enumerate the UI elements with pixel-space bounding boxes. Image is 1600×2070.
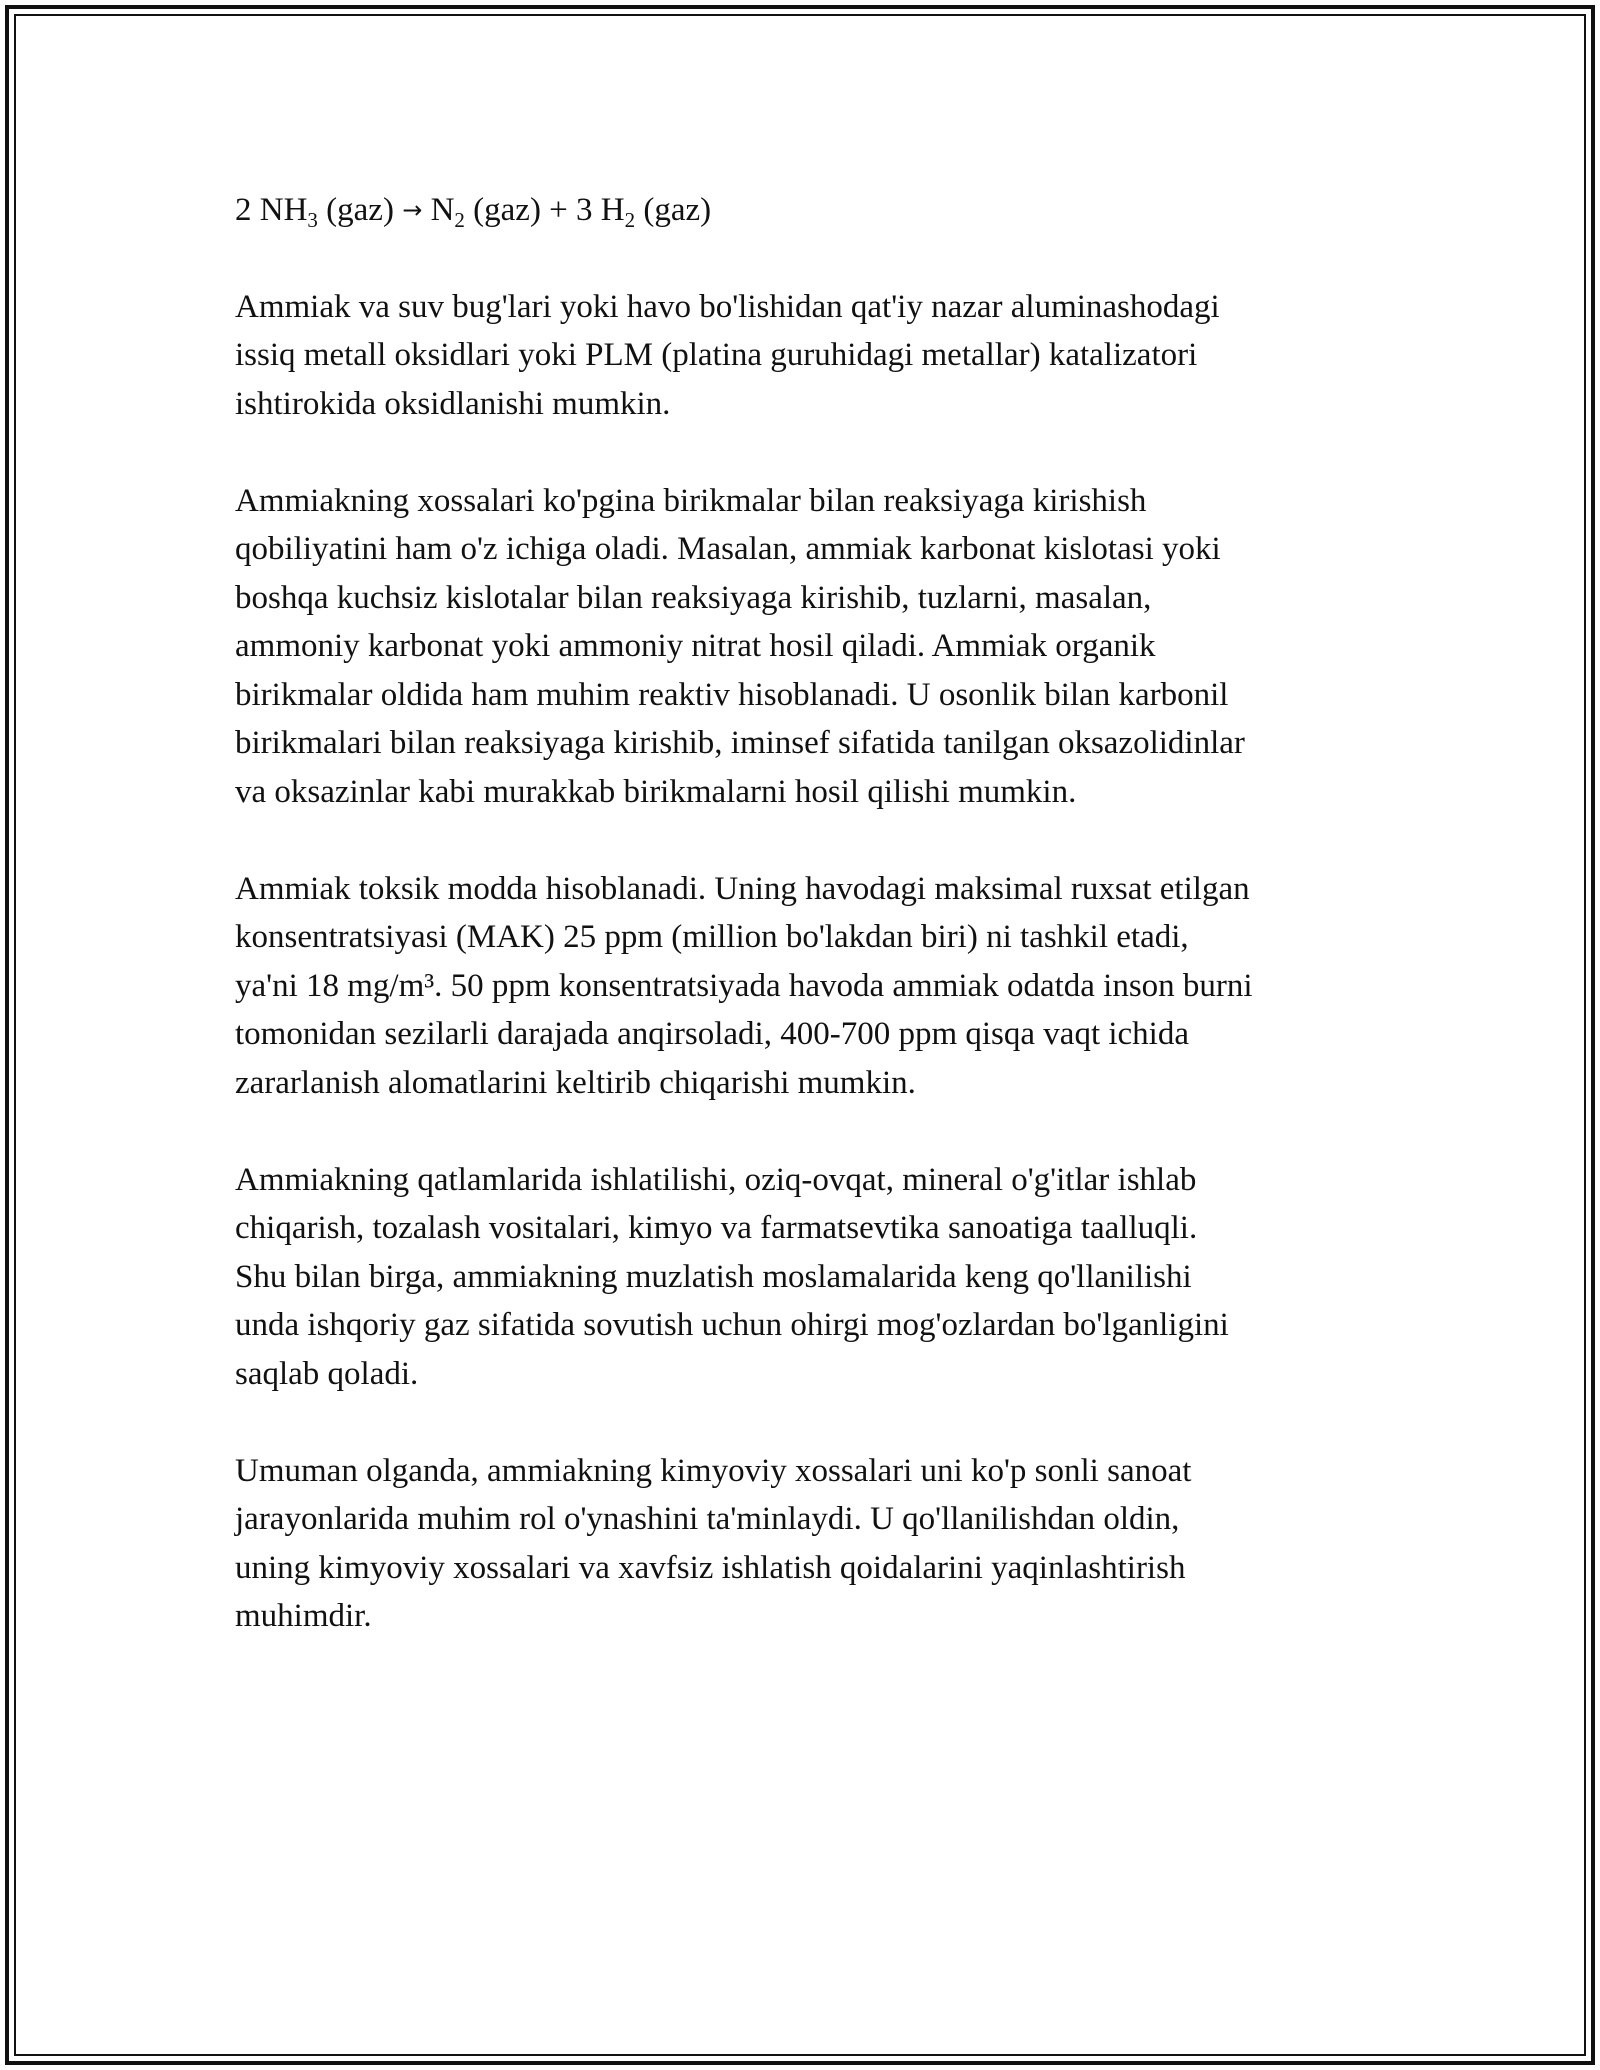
hydrogen-formula: $H_2$ — [600, 192, 636, 232]
text-line: jarayonlarida muhim rol o'ynashini ta'minlaydi. U qo'llanilishdan oldin, — [235, 1501, 1180, 1537]
equation-coefficient: 2 — [235, 192, 252, 228]
chemical-equation — [235, 186, 1395, 235]
text-line: Ammiak va suv bug'lari yoki havo bo'lishidan qat'iy nazar aluminashodagi — [235, 288, 1220, 325]
nitrogen-state: (gaz) + 3 — [473, 192, 593, 228]
text-line: konsentratsiyasi (MAK) 25 ppm (million bo'lakdan biri) ni tashkil etadi, — [235, 919, 1189, 955]
paragraph-applications — [235, 1156, 1395, 1399]
text-line: va oksazinlar kabi murakkab birikmalarni hosil qilishi mumkin. — [235, 773, 1077, 810]
text-line: ishtirokida oksidlanishi mumkin. — [235, 385, 671, 422]
text-line: birikmalar oldida ham muhim reaktiv hisoblanadi. U osonlik bilan karbonil — [235, 676, 1229, 713]
text-line: issiq metall oksidlari yoki PLM (platina guruhidagi metallar) katalizatori — [235, 337, 1198, 373]
text-line: unda ishqoriy gaz sifatida sovutish uchun ohirgi mog'ozlardan bo'lganligini — [235, 1307, 1229, 1343]
text-line: Ammiak toksik modda hisoblanadi. Uning havodagi maksimal ruxsat etilgan — [235, 870, 1250, 907]
text-line: ya'ni 18 mg/m³. 50 ppm konsentratsiyada havoda ammiak odatda inson burni — [235, 967, 1253, 1004]
text-line: Ammiakning qatlamlarida ishlatilishi, oziq-ovqat, mineral o'g'itlar ishlab — [235, 1161, 1197, 1198]
text-line: Shu bilan birga, ammiakning muzlatish moslamalarida keng qo'llanilishi — [235, 1258, 1192, 1295]
text-line: birikmalari bilan reaksiyaga kirishib, iminsef sifatida tanilgan oksazolidinlar — [235, 725, 1245, 761]
paragraph-properties — [235, 477, 1395, 817]
ammonia-state: (gaz) — [326, 192, 394, 228]
hydrogen-state: (gaz) — [643, 192, 712, 228]
text-line: boshqa kuchsiz kislotalar bilan reaksiyaga kirishib, tuzlarni, masalan, — [235, 579, 1152, 616]
paragraph-oxidation — [235, 283, 1395, 429]
document-body — [235, 186, 1395, 1689]
text-line: chiqarish, tozalash vositalari, kimyo va farmatsevtika sanoatiga taalluqli. — [235, 1210, 1198, 1246]
paragraph-conclusion — [235, 1447, 1395, 1641]
text-line: Umuman olganda, ammiakning kimyoviy xossalari uni ko'p sonli sanoat — [235, 1452, 1192, 1489]
text-line: zararlanish alomatlarini keltirib chiqarishi mumkin. — [235, 1064, 916, 1101]
paragraph-toxicity — [235, 865, 1395, 1108]
text-line: qobiliyatini ham o'z ichiga oladi. Masalan, ammiak karbonat kislotasi yoki — [235, 531, 1221, 567]
text-line: uning kimyoviy xossalari va xavfsiz ishlatish qoidalarini yaqinlashtirish — [235, 1549, 1186, 1586]
text-line: Ammiakning xossalari ko'pgina birikmalar bilan reaksiyaga kirishish — [235, 482, 1147, 519]
text-line: tomonidan sezilarli darajada anqirsoladi, 400-700 ppm qisqa vaqt ichida — [235, 1016, 1189, 1052]
text-line: saqlab qoladi. — [235, 1355, 419, 1392]
nitrogen-formula: $N_2$ — [430, 192, 465, 232]
reaction-arrow: → — [402, 196, 423, 224]
text-line: muhimdir. — [235, 1598, 372, 1634]
ammonia-formula: $NH_3$ — [259, 192, 318, 232]
text-line: ammoniy karbonat yoki ammoniy nitrat hosil qiladi. Ammiak organik — [235, 628, 1156, 664]
